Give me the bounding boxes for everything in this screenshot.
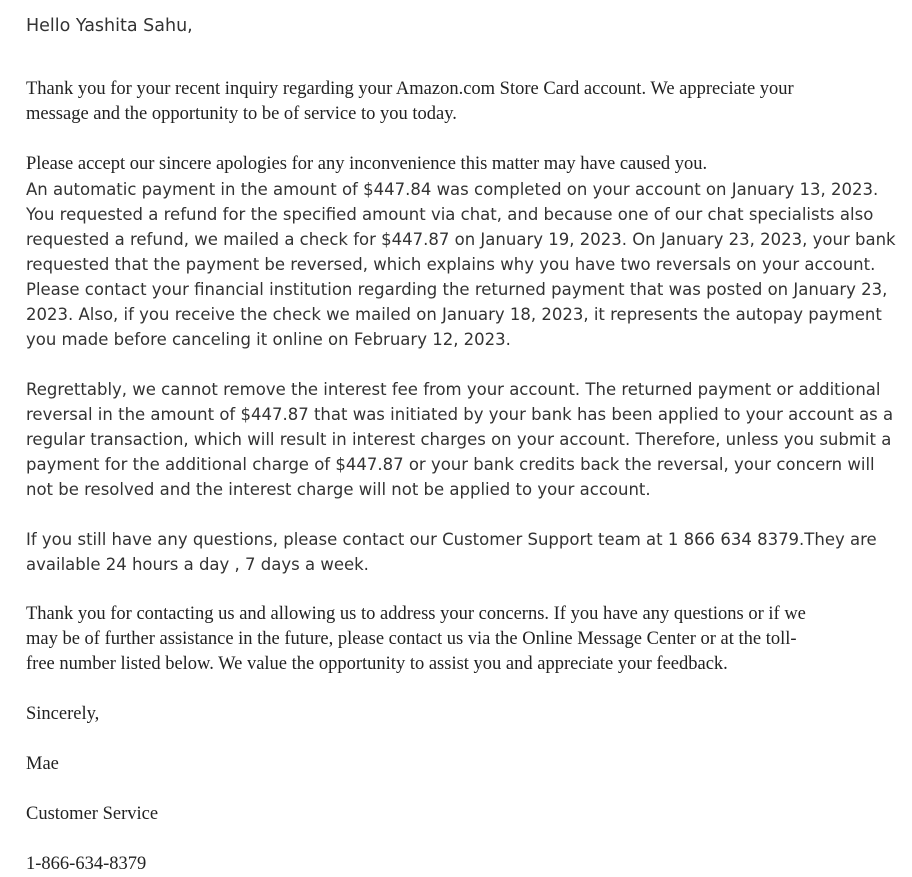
paragraph-line: Please contact your financial institution regarding the returned payment that was posted on January 23, xyxy=(26,280,888,299)
paragraph-line: payment for the additional charge of $447.87 or your bank credits back the reversal, your concern will xyxy=(26,455,875,474)
paragraph-line: may be of further assistance in the future, please contact us via the Online Message Center or at the toll- xyxy=(26,629,797,649)
signature-phone: 1-866-634-8379 xyxy=(26,854,147,874)
paragraph-line: Thank you for your recent inquiry regarding your Amazon.com Store Card account. We appreciate your xyxy=(26,79,794,99)
signature-department: Customer Service xyxy=(26,804,159,824)
paragraph-line: message and the opportunity to be of service to you today. xyxy=(26,104,457,124)
paragraph-line: regular transaction, which will result in interest charges on your account. Therefore, unless you submit a xyxy=(26,430,892,449)
paragraph-line: An automatic payment in the amount of $447.84 was completed on your account on January 13, 2023. xyxy=(26,180,879,199)
closing: Sincerely, xyxy=(26,704,100,724)
payment-explanation-paragraph xyxy=(26,177,896,352)
paragraph-line: requested that the payment be reversed, which explains why you have two reversals on your account. xyxy=(26,255,876,274)
intro-paragraph xyxy=(26,77,794,127)
paragraph-line: If you still have any questions, please contact our Customer Support team at 1 866 634 8379.They are xyxy=(26,530,877,549)
paragraph-line: not be resolved and the interest charge will not be applied to your account. xyxy=(26,480,651,499)
paragraph-line: available 24 hours a day , 7 days a week. xyxy=(26,555,369,574)
support-contact-paragraph xyxy=(26,527,877,577)
paragraph-line: free number listed below. We value the opportunity to assist you and appreciate your feedback. xyxy=(26,654,728,674)
paragraph-line: 2023. Also, if you receive the check we mailed on January 18, 2023, it represents the autopay payment xyxy=(26,305,882,324)
paragraph-line: requested a refund, we mailed a check for $447.87 on January 19, 2023. On January 23, 2023, your bank xyxy=(26,230,896,249)
greeting: Hello Yashita Sahu, xyxy=(26,16,193,36)
paragraph-line: Regrettably, we cannot remove the interest fee from your account. The returned payment or additional xyxy=(26,380,881,399)
paragraph-line: Thank you for contacting us and allowing us to address your concerns. If you have any questions or if we xyxy=(26,604,806,624)
apology-line: Please accept our sincere apologies for any inconvenience this matter may have caused you. xyxy=(26,154,708,174)
interest-fee-paragraph xyxy=(26,377,893,502)
paragraph-line: You requested a refund for the specified amount via chat, and because one of our chat specialists also xyxy=(26,205,874,224)
thank-you-paragraph xyxy=(26,602,806,677)
signature-name: Mae xyxy=(26,754,59,774)
paragraph-line: reversal in the amount of $447.87 that was initiated by your bank has been applied to your account as a xyxy=(26,405,894,424)
paragraph-line: you made before canceling it online on February 12, 2023. xyxy=(26,330,511,349)
